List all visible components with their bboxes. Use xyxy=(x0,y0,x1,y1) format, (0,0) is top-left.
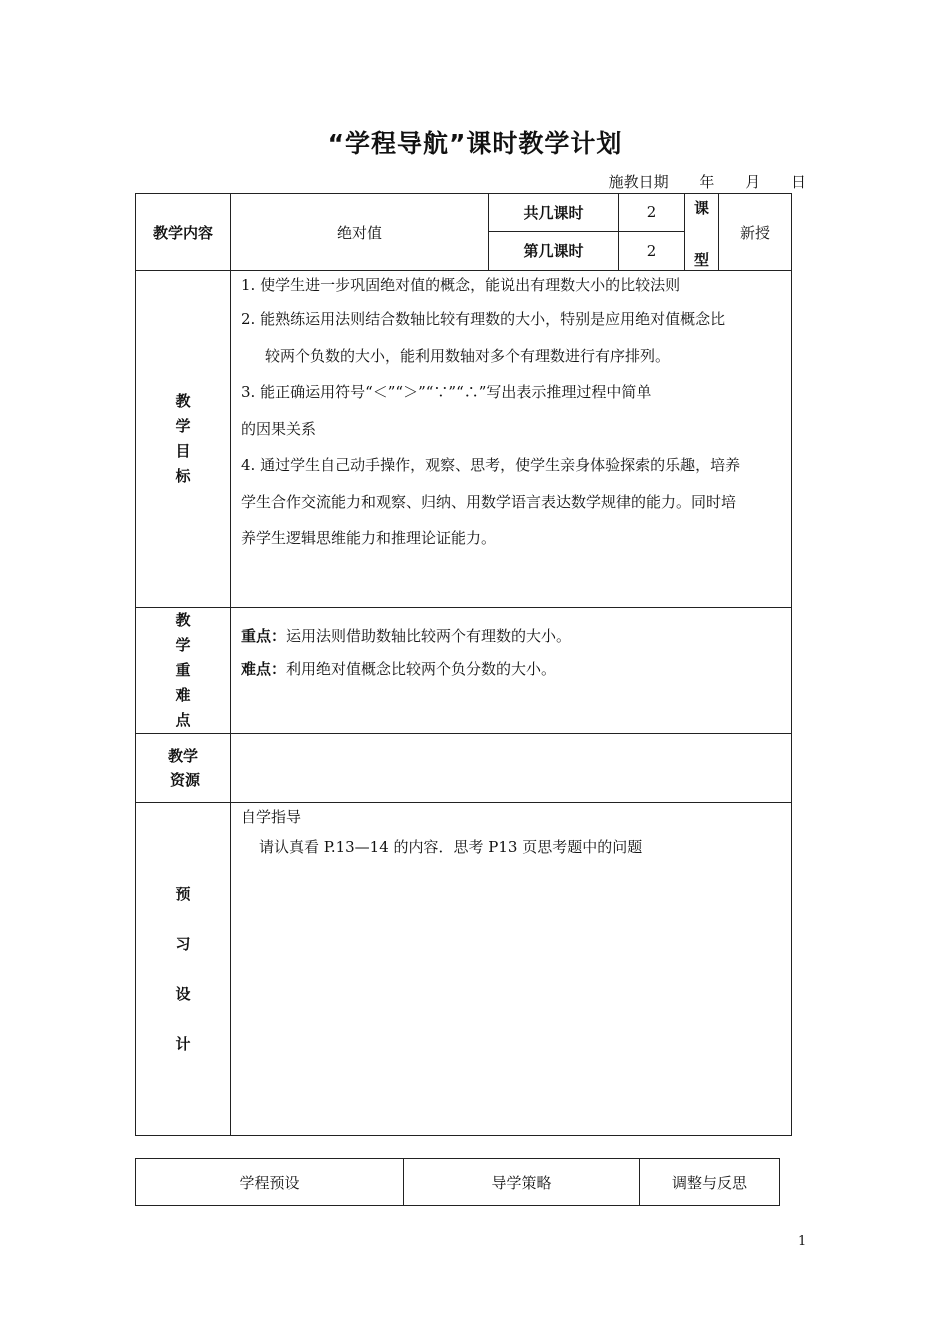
goals-label xyxy=(136,271,231,608)
goals-label-char: 学 xyxy=(175,417,191,435)
goal-line: 1. 使学生进一步巩固绝对值的概念，能说出有理数大小的比较法则 xyxy=(241,276,681,294)
process-table xyxy=(135,1158,780,1206)
process-preset-header: 学程预设 xyxy=(136,1159,404,1206)
goal-line: 的因果关系 xyxy=(241,419,317,438)
goal-line: 较两个负数的大小，能利用数轴对多个有理数进行有序排列。 xyxy=(265,346,671,365)
preview-text: 请认真看 P.13—14 的内容．思考 P13 页思考题中的问题 xyxy=(259,838,643,856)
lesson-type-label xyxy=(685,194,719,271)
content-label: 教学内容 xyxy=(136,194,231,271)
total-periods-label: 共几课时 xyxy=(489,194,619,232)
goal-line: 4. 通过学生自己动手操作，观察、思考，使学生亲身体验探索的乐趣，培养 xyxy=(241,456,741,474)
date-day: 日 xyxy=(790,173,806,191)
resources-label xyxy=(136,734,231,803)
lesson-type-value: 新授 xyxy=(719,194,792,271)
difficult-point-text: 利用绝对值概念比较两个负分数的大小。 xyxy=(286,660,557,678)
keypoints-label xyxy=(136,608,231,734)
total-periods-value: 2 xyxy=(619,194,685,232)
resources-content xyxy=(231,734,792,803)
key-point xyxy=(241,620,783,653)
preview-label xyxy=(136,803,231,1136)
goals-label-char: 标 xyxy=(175,467,191,485)
page-title: “学程导航”课时教学计划 xyxy=(327,129,623,158)
date-label: 施教日期 xyxy=(608,173,669,191)
resources-label-line: 教学 xyxy=(167,747,198,765)
preview-label-char: 习 xyxy=(175,935,191,953)
guide-strategy-header: 导学策略 xyxy=(404,1159,640,1206)
key-point-label: 重点： xyxy=(241,627,287,645)
current-period-label: 第几课时 xyxy=(489,231,619,270)
goals-label-char: 教 xyxy=(175,392,191,410)
keypoints-label-char: 点 xyxy=(175,711,191,729)
page-number: 1 xyxy=(798,1234,807,1249)
lesson-type-char-1: 课 xyxy=(693,199,709,217)
adjust-reflect-header: 调整与反思 xyxy=(640,1159,780,1206)
teaching-date xyxy=(609,171,806,192)
content-value: 绝对值 xyxy=(231,194,489,271)
keypoints-label-char: 学 xyxy=(175,636,191,654)
key-point-text: 运用法则借助数轴比较两个有理数的大小。 xyxy=(286,627,572,645)
preview-content xyxy=(231,803,792,1136)
lesson-plan-table xyxy=(135,193,792,1136)
goals-label-char: 目 xyxy=(175,442,191,460)
goal-line: 2. 能熟练运用法则结合数轴比较有理数的大小，特别是应用绝对值概念比 xyxy=(241,310,726,328)
preview-label-char: 计 xyxy=(175,1035,191,1053)
goal-line: 养学生逻辑思维能力和推理论证能力。 xyxy=(241,529,497,547)
difficult-point-label: 难点： xyxy=(241,660,287,678)
lesson-type-char-2: 型 xyxy=(693,251,709,269)
date-month: 月 xyxy=(745,173,761,191)
current-period-value: 2 xyxy=(619,231,685,270)
preview-label-char: 预 xyxy=(175,885,191,903)
keypoints-label-char: 教 xyxy=(175,611,191,629)
keypoints-label-char: 难 xyxy=(175,686,191,704)
resources-label-line: 资源 xyxy=(169,771,200,789)
keypoints-label-char: 重 xyxy=(175,661,191,679)
goal-line: 3. 能正确运用符号“＜”“＞”“∵”“∴”写出表示推理过程中简单 xyxy=(241,383,652,401)
date-year: 年 xyxy=(699,173,715,191)
difficult-point xyxy=(241,653,783,686)
preview-heading: 自学指导 xyxy=(241,808,302,826)
goals-content xyxy=(231,271,792,608)
keypoints-content xyxy=(231,608,792,734)
preview-label-char: 设 xyxy=(175,985,191,1003)
goal-line: 学生合作交流能力和观察、归纳、用数学语言表达数学规律的能力。同时培 xyxy=(241,492,737,511)
